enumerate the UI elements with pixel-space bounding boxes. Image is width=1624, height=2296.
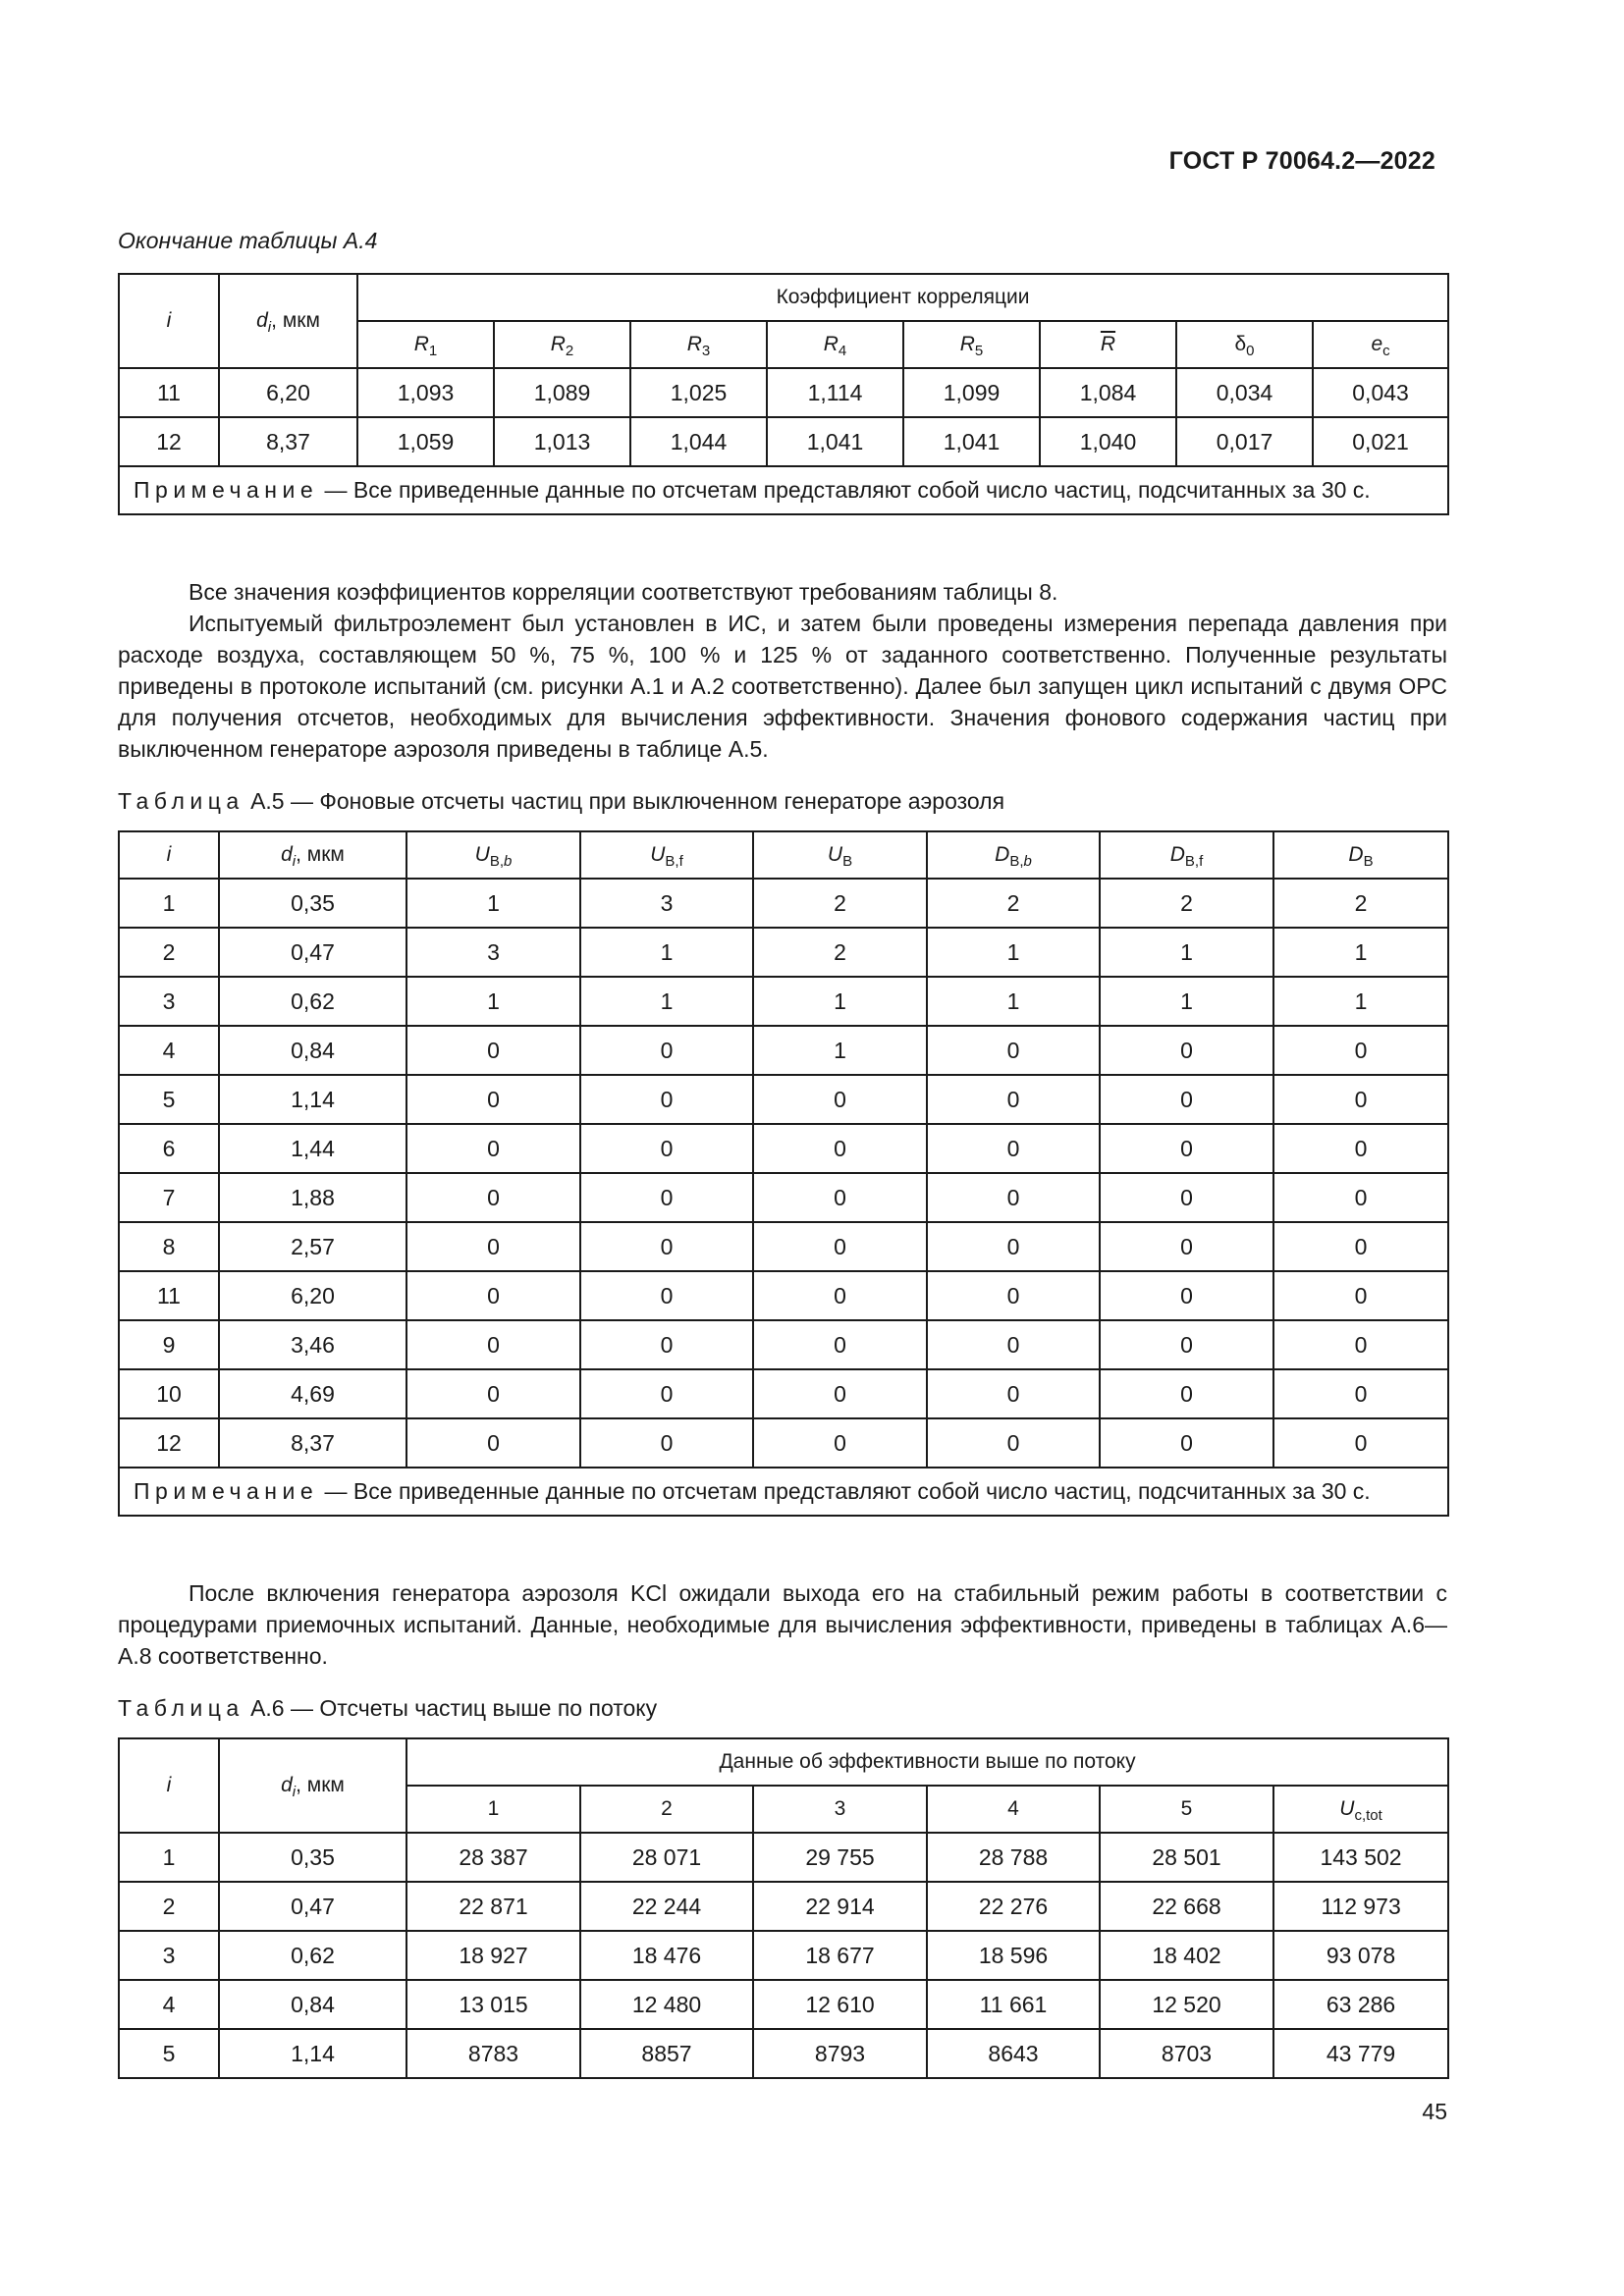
paragraph-2 (118, 1577, 1447, 1672)
col-header-ec: $e_c$ (1313, 321, 1448, 368)
table-cell: 0,84 (219, 1026, 406, 1075)
col-header-r-mean: $\overline{R}$ (1040, 321, 1176, 368)
table-cell: 0 (406, 1075, 580, 1124)
table-cell: 3 (406, 928, 580, 977)
table-cell: 0 (927, 1026, 1100, 1075)
table-cell: 1,44 (219, 1124, 406, 1173)
col-header-run-2: 2 (580, 1786, 753, 1833)
table-cell: 0 (753, 1075, 927, 1124)
table-cell: 2 (1273, 879, 1448, 928)
table-row (119, 1418, 1448, 1468)
table-cell: 4 (119, 1980, 219, 2029)
table-cell: 0 (406, 1124, 580, 1173)
col-header-i: i (119, 274, 219, 368)
table-cell: 1 (1100, 977, 1273, 1026)
table-cell: 8,37 (219, 1418, 406, 1468)
table-cell: 0 (753, 1320, 927, 1369)
table-cell: 63 286 (1273, 1980, 1448, 2029)
table-cell: 0 (927, 1271, 1100, 1320)
table-cell: 11 661 (927, 1980, 1100, 2029)
table-cell: 29 755 (753, 1833, 927, 1882)
paragraph-2-text: После включения генератора аэрозоля KCl ожидали выхода его на стабильный режим работы в соответствии с процедурами приемочных испытаний. Данные, необходимые для вычисления эффективности, приведены в таблицах А.6—А.8 соответственно. (118, 1580, 1447, 1669)
table-cell: 8643 (927, 2029, 1100, 2078)
table-row (119, 417, 1448, 466)
table-row (119, 1124, 1448, 1173)
table-row (119, 977, 1448, 1026)
table-cell: 3 (119, 977, 219, 1026)
table-cell: 1,88 (219, 1173, 406, 1222)
table-row (119, 2029, 1448, 2078)
paragraph-1 (118, 576, 1447, 765)
table-cell: 0 (580, 1026, 753, 1075)
table-cell: 0,35 (219, 1833, 406, 1882)
col-header-ubb: $U_{B,b}$ (406, 831, 580, 879)
table-cell: 18 927 (406, 1931, 580, 1980)
table-cell: 0,034 (1176, 368, 1313, 417)
col-header-r5: $R_5$ (903, 321, 1040, 368)
table-cell: 1 (580, 928, 753, 977)
table-cell: 0 (753, 1173, 927, 1222)
table-cell: 11 (119, 368, 219, 417)
table-cell: 1 (927, 928, 1100, 977)
table-cell: 0 (580, 1369, 753, 1418)
table-cell: 13 015 (406, 1980, 580, 2029)
table-a5 (118, 830, 1449, 1517)
table-cell: 0 (1100, 1369, 1273, 1418)
table-cell: 0,62 (219, 1931, 406, 1980)
table-a4-caption: Окончание таблицы А.4 (118, 228, 378, 253)
table-cell: 0 (1273, 1418, 1448, 1468)
table-cell: 0 (580, 1418, 753, 1468)
table-cell: 0 (406, 1418, 580, 1468)
col-header-r1: $R_1$ (357, 321, 494, 368)
table-cell: 0,017 (1176, 417, 1313, 466)
col-header-r2: $R_2$ (494, 321, 630, 368)
table-cell: 0 (1273, 1320, 1448, 1369)
table-cell: 5 (119, 1075, 219, 1124)
table-cell: 1 (753, 977, 927, 1026)
table-row (119, 1320, 1448, 1369)
table-cell: 0 (580, 1124, 753, 1173)
table-cell: 12 (119, 417, 219, 466)
table-cell: 1,041 (903, 417, 1040, 466)
table-cell: 0 (1273, 1271, 1448, 1320)
table-cell: 0,47 (219, 928, 406, 977)
col-header-dbb: $D_{B,b}$ (927, 831, 1100, 879)
table-cell: 22 871 (406, 1882, 580, 1931)
table-cell: 1 (406, 977, 580, 1026)
table-cell: 0 (1100, 1320, 1273, 1369)
table-cell: 2 (1100, 879, 1273, 928)
table-cell: 0 (1100, 1173, 1273, 1222)
table-cell: 1,041 (767, 417, 903, 466)
table-row (119, 928, 1448, 977)
table-cell: 0 (753, 1418, 927, 1468)
table-row (119, 1222, 1448, 1271)
table-row (119, 368, 1448, 417)
table-cell: 8793 (753, 2029, 927, 2078)
table-cell: 0 (753, 1369, 927, 1418)
table-row (119, 1173, 1448, 1222)
table-cell: 0 (927, 1320, 1100, 1369)
col-header-i: i (119, 1738, 219, 1833)
table-cell: 22 244 (580, 1882, 753, 1931)
table-a6-caption: Таблица А.6 — Отсчеты частиц выше по потоку (118, 1695, 658, 1721)
table-cell: 0 (580, 1271, 753, 1320)
table-cell: 0,021 (1313, 417, 1448, 466)
col-header-delta0: $\delta_0$ (1176, 321, 1313, 368)
paragraph-1-line-1: Все значения коэффициентов корреляции соответствуют требованиям таблицы 8. (189, 579, 1058, 605)
col-header-d: $d_i$, мкм (219, 274, 357, 368)
table-row (119, 1271, 1448, 1320)
table-cell: 0 (406, 1026, 580, 1075)
table-cell: 0 (1100, 1271, 1273, 1320)
table-cell: 1 (1100, 928, 1273, 977)
table-cell: 0,35 (219, 879, 406, 928)
table-cell: 0 (1273, 1369, 1448, 1418)
table-cell: 1,059 (357, 417, 494, 466)
table-cell: 0 (406, 1271, 580, 1320)
table-cell: 0,62 (219, 977, 406, 1026)
table-cell: 1,114 (767, 368, 903, 417)
col-header-r4: $R_4$ (767, 321, 903, 368)
col-header-uc-tot: $U_{c,tot}$ (1273, 1786, 1448, 1833)
table-cell: 0 (580, 1075, 753, 1124)
table-row (119, 1369, 1448, 1418)
standard-code: ГОСТ Р 70064.2—2022 (1168, 147, 1435, 175)
table-cell: 143 502 (1273, 1833, 1448, 1882)
group-header-upstream: Данные об эффективности выше по потоку (406, 1738, 1448, 1786)
table-cell: 0 (1273, 1124, 1448, 1173)
table-cell: 0 (753, 1271, 927, 1320)
table-cell: 0 (1100, 1124, 1273, 1173)
table-cell: 2 (753, 879, 927, 928)
table-cell: 12 (119, 1418, 219, 1468)
table-a5-caption: Таблица А.5 — Фоновые отсчеты частиц при выключенном генераторе аэрозоля (118, 788, 1005, 814)
table-cell: 0 (1100, 1222, 1273, 1271)
table-cell: 1 (119, 879, 219, 928)
table-cell: 1 (753, 1026, 927, 1075)
table-cell: 22 668 (1100, 1882, 1273, 1931)
table-cell: 0 (927, 1222, 1100, 1271)
col-header-run-3: 3 (753, 1786, 927, 1833)
table-cell: 18 476 (580, 1931, 753, 1980)
table-cell: 5 (119, 2029, 219, 2078)
table-cell: 1 (927, 977, 1100, 1026)
table-cell: 6,20 (219, 368, 357, 417)
table-cell: 0 (580, 1173, 753, 1222)
table-cell: 1,093 (357, 368, 494, 417)
table-cell: 12 610 (753, 1980, 927, 2029)
table-cell: 3,46 (219, 1320, 406, 1369)
table-cell: 7 (119, 1173, 219, 1222)
table-row (119, 1980, 1448, 2029)
table-cell: 1,089 (494, 368, 630, 417)
table-cell: 2,57 (219, 1222, 406, 1271)
col-header-i: i (119, 831, 219, 879)
table-row (119, 879, 1448, 928)
table-cell: 93 078 (1273, 1931, 1448, 1980)
table-cell: 2 (927, 879, 1100, 928)
table-a5-note: Примечание — Все приведенные данные по отсчетам представляют собой число частиц, подсчитанных за 30 с. (119, 1468, 1448, 1516)
table-cell: 0 (1273, 1026, 1448, 1075)
table-cell: 22 276 (927, 1882, 1100, 1931)
table-cell: 18 402 (1100, 1931, 1273, 1980)
table-cell: 3 (119, 1931, 219, 1980)
table-cell: 0,47 (219, 1882, 406, 1931)
table-cell: 0 (1100, 1418, 1273, 1468)
col-header-r3: $R_3$ (630, 321, 767, 368)
paragraph-1-line-2: Испытуемый фильтроэлемент был установлен в ИС, и затем были проведены измерения перепада давления при расходе воздуха, составляющем 50 %, 75 %, 100 % и 125 % от заданного соответственно. Полученные результаты приведены в протоколе испытаний (см. рисунки А.1 и А.2 соответственно). Далее был запущен цикл испытаний с двумя ОРС для получения отсчетов, необходимых для вычисления эффективности. Значения фонового содержания частиц при выключенном генераторе аэрозоля приведены в таблице А.5. (118, 611, 1447, 762)
table-cell: 9 (119, 1320, 219, 1369)
table-a4-note: Примечание — Все приведенные данные по отсчетам представляют собой число частиц, подсчитанных за 30 с. (119, 466, 1448, 514)
table-cell: 10 (119, 1369, 219, 1418)
table-cell: 28 501 (1100, 1833, 1273, 1882)
table-cell: 28 387 (406, 1833, 580, 1882)
table-cell: 18 677 (753, 1931, 927, 1980)
table-cell: 1 (119, 1833, 219, 1882)
col-header-ub: $U_B$ (753, 831, 927, 879)
table-cell: 28 788 (927, 1833, 1100, 1882)
table-cell: 1 (406, 879, 580, 928)
table-cell: 0 (580, 1320, 753, 1369)
table-cell: 0 (1100, 1026, 1273, 1075)
col-header-run-1: 1 (406, 1786, 580, 1833)
table-cell: 2 (119, 1882, 219, 1931)
table-cell: 8783 (406, 2029, 580, 2078)
table-cell: 2 (119, 928, 219, 977)
table-cell: 8,37 (219, 417, 357, 466)
table-a6 (118, 1737, 1449, 2079)
table-cell: 0 (927, 1124, 1100, 1173)
table-a4 (118, 273, 1449, 515)
table-cell: 0,84 (219, 1980, 406, 2029)
table-cell: 0 (1273, 1075, 1448, 1124)
col-header-d: $d_i$, мкм (219, 831, 406, 879)
col-header-db: $D_B$ (1273, 831, 1448, 879)
table-cell: 0 (1273, 1173, 1448, 1222)
table-cell: 12 520 (1100, 1980, 1273, 2029)
table-cell: 0 (580, 1222, 753, 1271)
page-number: 45 (1422, 2099, 1447, 2124)
table-cell: 1,044 (630, 417, 767, 466)
table-cell: 1,040 (1040, 417, 1176, 466)
table-row (119, 1882, 1448, 1931)
table-cell: 0 (406, 1173, 580, 1222)
table-cell: 1,14 (219, 2029, 406, 2078)
col-header-run-4: 4 (927, 1786, 1100, 1833)
table-cell: 1,013 (494, 417, 630, 466)
table-cell: 3 (580, 879, 753, 928)
table-row (119, 1931, 1448, 1980)
table-cell: 8 (119, 1222, 219, 1271)
table-cell: 8857 (580, 2029, 753, 2078)
table-cell: 0 (406, 1320, 580, 1369)
table-cell: 0 (753, 1124, 927, 1173)
table-cell: 12 480 (580, 1980, 753, 2029)
table-cell: 1,025 (630, 368, 767, 417)
table-cell: 112 973 (1273, 1882, 1448, 1931)
table-cell: 22 914 (753, 1882, 927, 1931)
table-cell: 2 (753, 928, 927, 977)
table-cell: 0 (927, 1418, 1100, 1468)
table-row (119, 1833, 1448, 1882)
table-row (119, 1075, 1448, 1124)
table-cell: 11 (119, 1271, 219, 1320)
table-cell: 6 (119, 1124, 219, 1173)
table-cell: 1,099 (903, 368, 1040, 417)
table-cell: 4 (119, 1026, 219, 1075)
table-cell: 1,14 (219, 1075, 406, 1124)
table-cell: 6,20 (219, 1271, 406, 1320)
col-header-run-5: 5 (1100, 1786, 1273, 1833)
table-cell: 0 (1100, 1075, 1273, 1124)
table-cell: 0 (1273, 1222, 1448, 1271)
table-cell: 0 (406, 1222, 580, 1271)
group-header-correlation: Коэффициент корреляции (357, 274, 1448, 321)
col-header-d: $d_i$, мкм (219, 1738, 406, 1833)
table-cell: 4,69 (219, 1369, 406, 1418)
col-header-dbf: $D_{B,f}$ (1100, 831, 1273, 879)
table-cell: 8703 (1100, 2029, 1273, 2078)
table-cell: 1 (580, 977, 753, 1026)
table-cell: 1 (1273, 928, 1448, 977)
table-cell: 43 779 (1273, 2029, 1448, 2078)
table-cell: 0 (927, 1075, 1100, 1124)
table-cell: 0 (406, 1369, 580, 1418)
table-cell: 28 071 (580, 1833, 753, 1882)
table-cell: 0 (927, 1369, 1100, 1418)
table-cell: 0 (753, 1222, 927, 1271)
table-cell: 0,043 (1313, 368, 1448, 417)
table-cell: 0 (927, 1173, 1100, 1222)
table-cell: 1,084 (1040, 368, 1176, 417)
table-row (119, 1026, 1448, 1075)
table-cell: 1 (1273, 977, 1448, 1026)
table-cell: 18 596 (927, 1931, 1100, 1980)
col-header-ubf: $U_{B,f}$ (580, 831, 753, 879)
